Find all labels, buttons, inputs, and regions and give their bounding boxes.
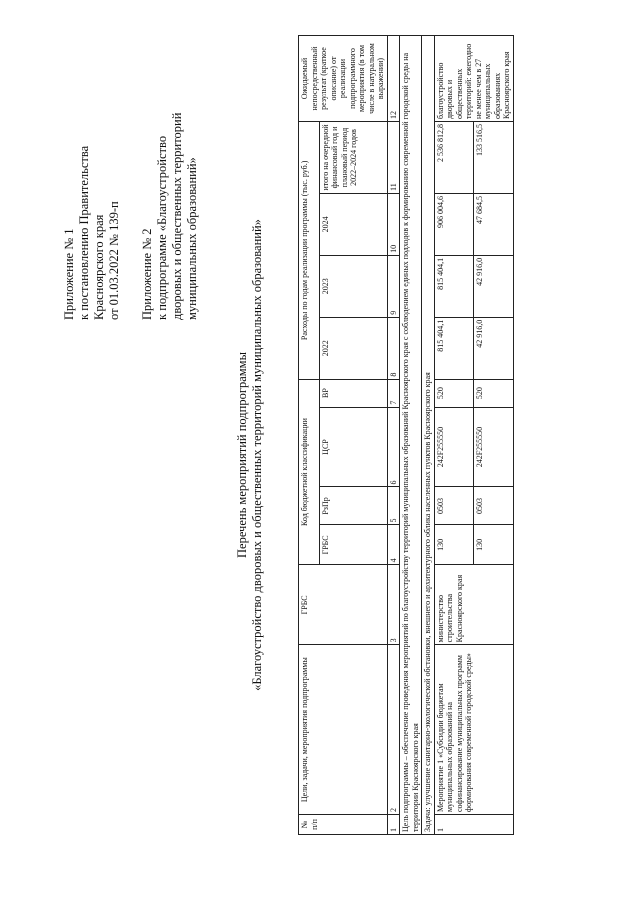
measures-table <box>298 35 514 835</box>
header-grbs: ГРБС <box>299 565 388 645</box>
row-vr: 520 <box>434 379 474 407</box>
appendix-1-line: Приложение № 1 <box>62 228 76 320</box>
row-result: благоустройство дворовых и общественных территорий: ежегодно не менее чем в 27 муниципальных образованиях Красноярского края <box>434 36 513 122</box>
appendix-2-line: Приложение № 2 <box>140 228 154 320</box>
header-csr: ЦСР <box>319 407 387 487</box>
header-2022: 2022 <box>319 317 387 379</box>
row-2023: 42 916,0 <box>474 255 514 317</box>
goal-text: Цель подпрограммы – обеспечение проведения мероприятий по благоустройству территорий муниципальных образований Красноярского края с соблюдением единых подходов к формированию современной городской среды на территории Красноярского края <box>400 36 422 835</box>
index-cell: 10 <box>387 193 400 255</box>
header-budget-code: Код бюджетной классификации <box>299 379 320 565</box>
row-grbs-code: 130 <box>434 525 474 565</box>
index-cell: 7 <box>387 379 400 407</box>
row-csr: 242F255550 <box>434 407 474 487</box>
appendix-1-line: от 01.03.2022 № 139-п <box>107 201 121 320</box>
title-line: «Благоустройство дворовых и общественных территорий муниципальных образований» <box>250 219 264 691</box>
row-2024: 47 684,5 <box>474 193 514 255</box>
document-title <box>235 145 265 765</box>
index-cell: 3 <box>387 565 400 645</box>
header-goals: Цели, задачи, мероприятия подпрограммы <box>299 645 388 815</box>
title-line: Перечень мероприятий подпрограммы <box>235 352 249 558</box>
appendix-2-line: к подпрограмме «Благоустройство <box>155 135 169 320</box>
header-2023: 2023 <box>319 255 387 317</box>
row-rzpr: 0503 <box>434 487 474 525</box>
row-rzpr: 0503 <box>474 487 514 525</box>
row-vr: 520 <box>474 379 514 407</box>
index-cell: 9 <box>387 255 400 317</box>
header-num: № п/п <box>299 815 388 835</box>
appendix-2-line: муниципальных образований» <box>185 157 199 320</box>
row-2023: 815 404,1 <box>434 255 474 317</box>
index-cell: 12 <box>387 36 400 122</box>
row-total: 133 516,5 <box>474 122 514 194</box>
index-cell: 8 <box>387 317 400 379</box>
appendix-2-line: дворовых и общественных территорий <box>170 112 184 320</box>
header-expenses: Расходы по годам реализации программы (тыс. руб.) <box>299 122 320 380</box>
header-vr: ВР <box>319 379 387 407</box>
task-row <box>422 36 435 835</box>
row-grbs-name: министерство строительства Красноярского края <box>434 565 513 645</box>
row-2024: 906 004,6 <box>434 193 474 255</box>
index-cell: 5 <box>387 487 400 525</box>
header-row-1 <box>299 36 320 835</box>
index-row <box>387 36 400 835</box>
index-cell: 6 <box>387 407 400 487</box>
row-csr: 242F255550 <box>474 407 514 487</box>
appendix-2-block <box>140 20 200 320</box>
appendix-1-block <box>62 20 122 320</box>
index-cell: 1 <box>387 815 400 835</box>
table-row <box>434 36 474 835</box>
row-2022: 42 916,0 <box>474 317 514 379</box>
header-result: Ожидаемый непосредственный результат (краткое описание) от реализации подпрограммного мероприятия (в том числе в натуральном выражении) <box>299 36 388 122</box>
task-text: Задача: улучшение санитарно-экологической обстановки, внешнего и архитектурного облика населенных пунктов Красноярского края <box>422 36 435 835</box>
row-total: 2 536 812,8 <box>434 122 474 194</box>
row-2022: 815 404,1 <box>434 317 474 379</box>
header-total: итого на очередной финансовый год и плановый период 2022–2024 годов <box>319 122 387 194</box>
index-cell: 11 <box>387 122 400 194</box>
appendix-1-line: к постановлению Правительства <box>77 145 91 320</box>
header-grbs-sub: ГРБС <box>319 525 387 565</box>
header-2024: 2024 <box>319 193 387 255</box>
row-grbs-code: 130 <box>474 525 514 565</box>
index-cell: 2 <box>387 645 400 815</box>
header-rzpr: РзПр <box>319 487 387 525</box>
goal-row <box>400 36 422 835</box>
row-num: 1 <box>434 815 513 835</box>
appendix-1-line: Красноярского края <box>92 214 106 320</box>
index-cell: 4 <box>387 525 400 565</box>
row-measure-name: Мероприятие 1 «Субсидии бюджетам муниципальных образований на софинансирование муниципальных программ формирования современной городской среды» <box>434 645 513 815</box>
